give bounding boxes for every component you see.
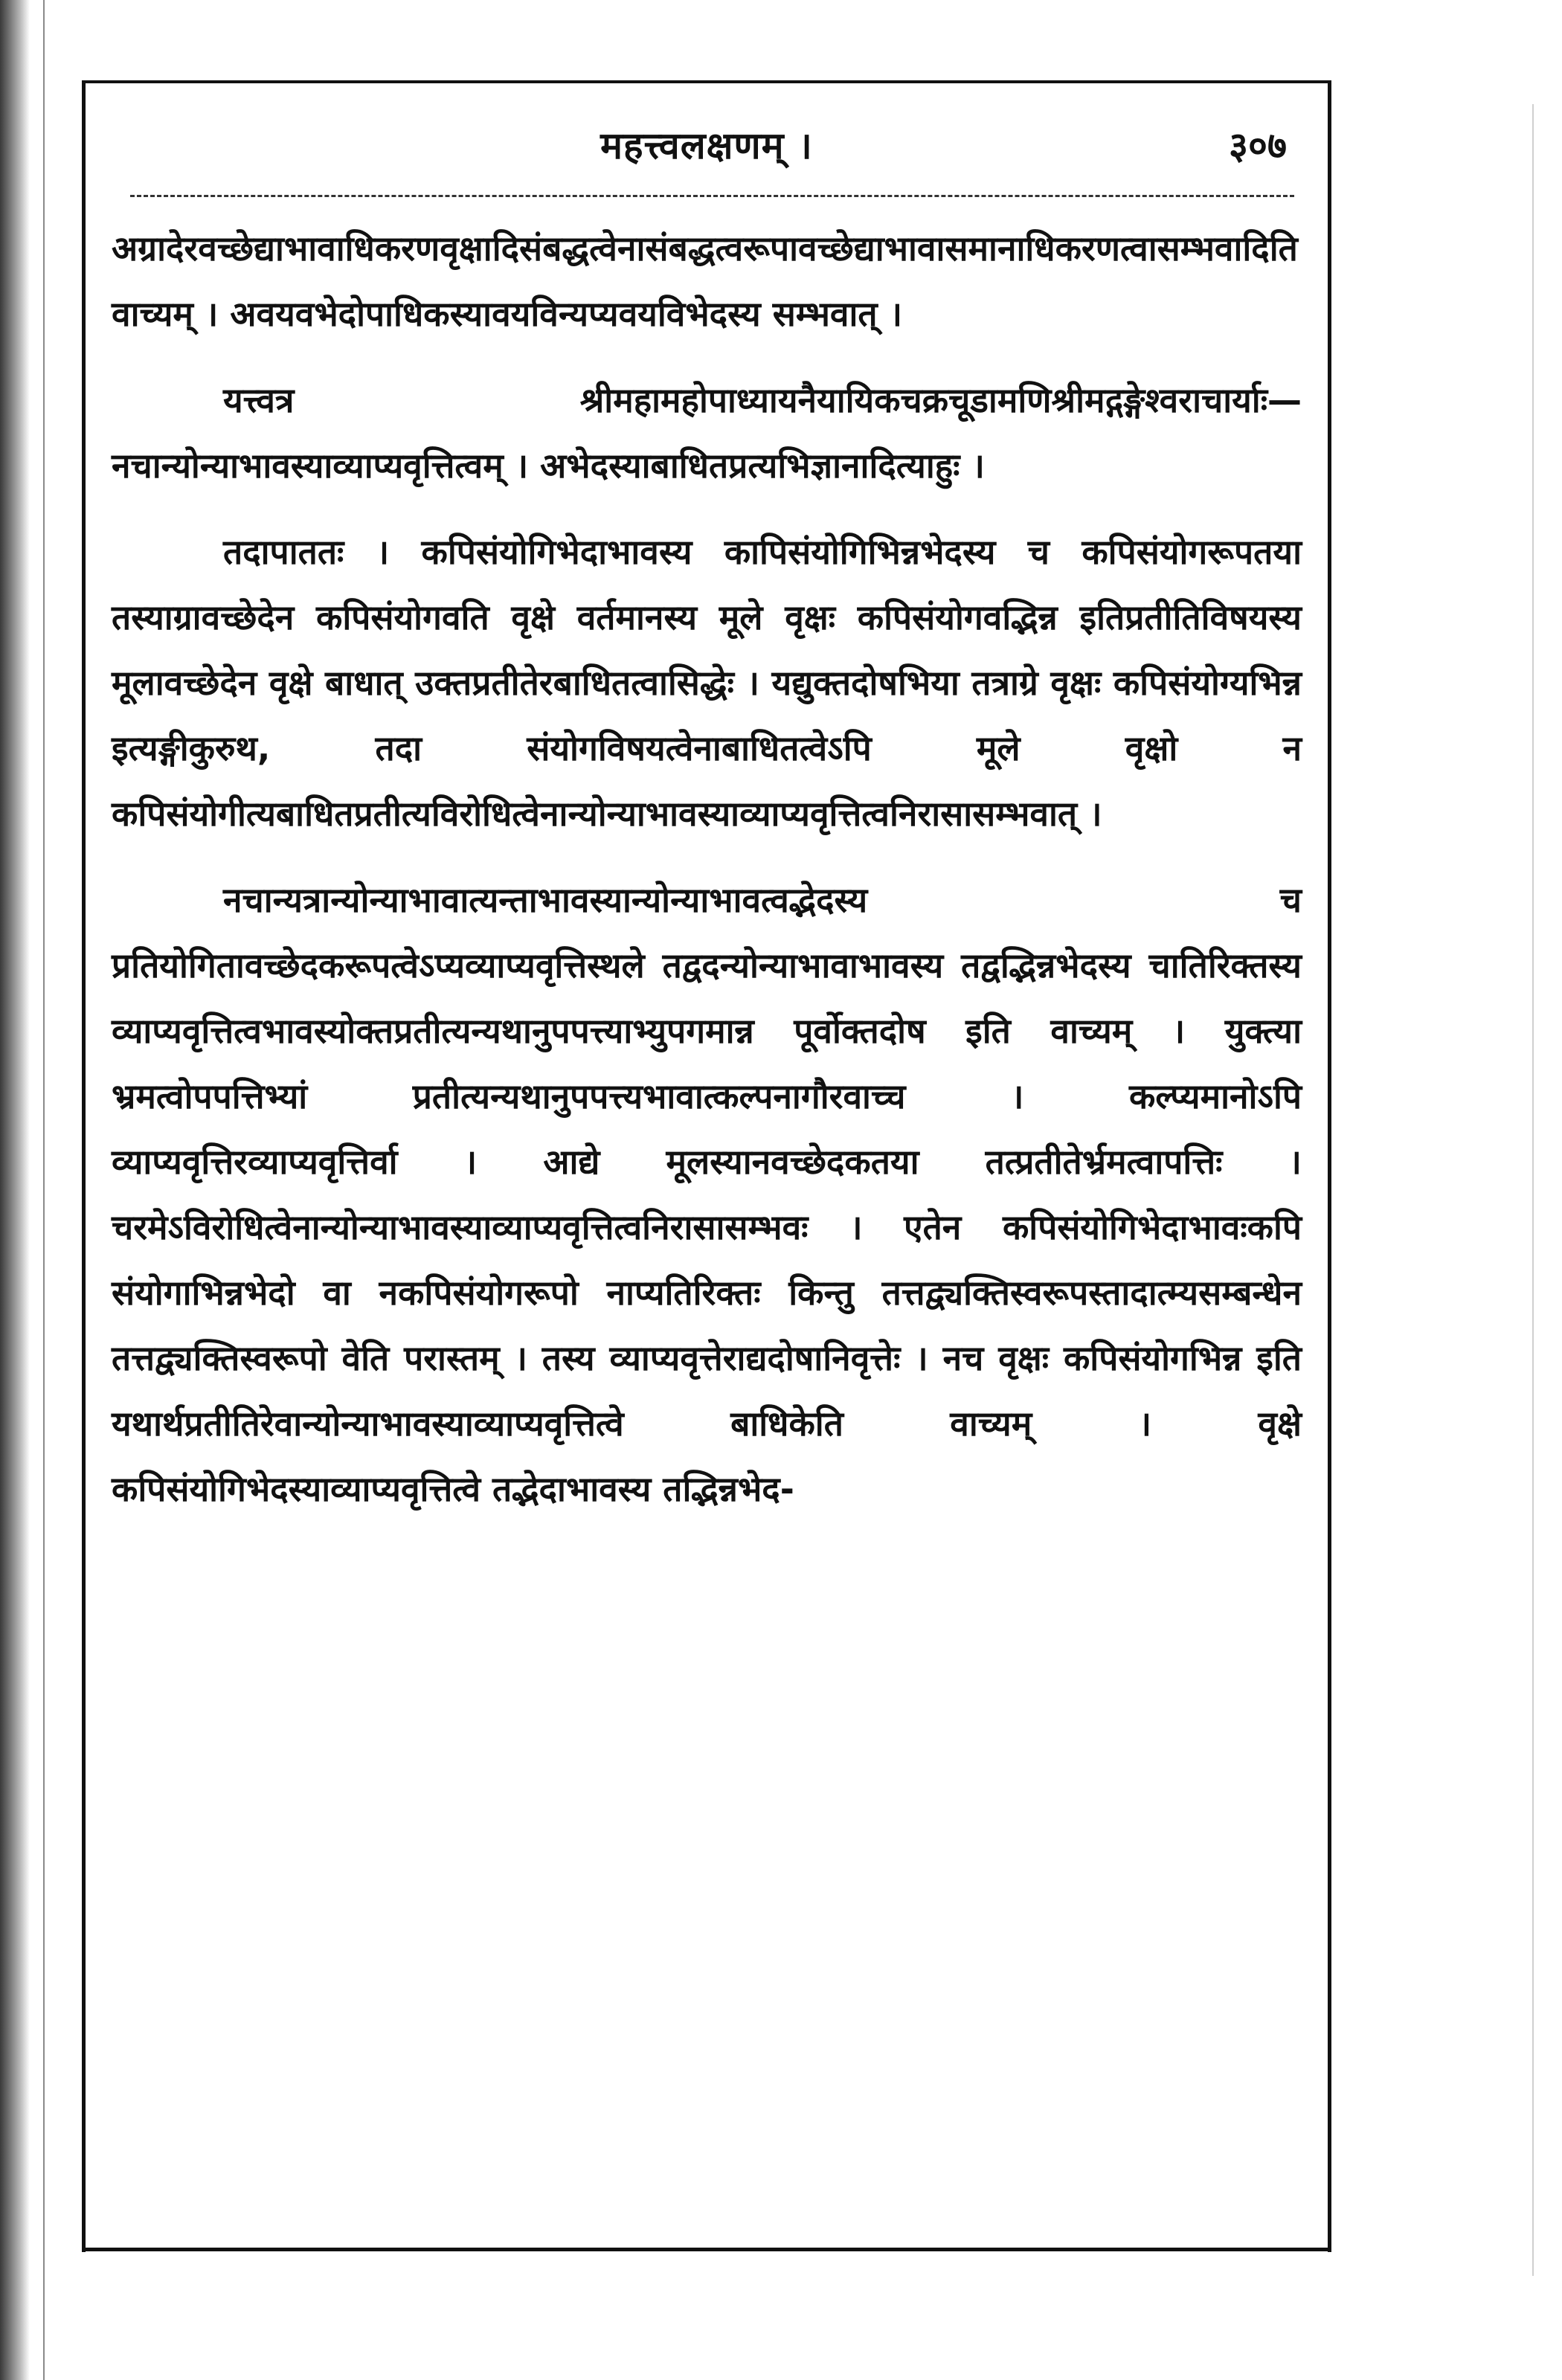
paragraph-2: यत्त्वत्र श्रीमहामहोपाध्यायनैयायिकचक्रचूडामणिश्रीमद्गङ्गेश्वराचार्याः—नचान्योन्याभावस्याव्याप्यवृत्तित्वम् । अभेदस्याबाधितप्रत्यभिज्ञानादित्याहुः । xyxy=(112,380,1302,486)
main-text xyxy=(112,216,1302,1543)
page-header xyxy=(112,112,1302,178)
gutter-line xyxy=(43,0,45,2380)
header-rule xyxy=(130,195,1294,197)
paragraph-3: तदापाततः । कपिसंयोगिभेदाभावस्य कापिसंयोगिभिन्नभेदस्य च कपिसंयोगरूपतया तस्याग्रावच्छेदेन कपिसंयोगवति वृक्षे वर्तमानस्य मूले वृक्षः कपिसंयोगवद्भिन्न इतिप्रतीतिविषयस्य मूलावच्छेदेन वृक्षे बाधात् उक्तप्रतीतेरबाधितत्वासिद्धेः । यद्युक्तदोषभिया तत्राग्रे वृक्षः कपिसंयोग्यभिन्न इत्यङ्गीकुरुथ, तदा संयोगविषयत्वेनाबाधितत्वेऽपि मूले वृक्षो न कपिसंयोगीत्यबाधितप्रतीत्यविरोधित्वेनान्योन्याभावस्याव्याप्यवृत्तित्वनिरासासम्भवात् । xyxy=(112,532,1302,834)
bottom-rule xyxy=(82,2248,1331,2251)
running-title: महत्त्वलक्षणम् । xyxy=(600,124,813,167)
paragraph-4: नचान्यत्रान्योन्याभावात्यन्ताभावस्यान्योन्याभावत्वद्भेदस्य च प्रतियोगितावच्छेदकरूपत्वेऽप्यव्याप्यवृत्तिस्थले तद्वदन्योन्याभावाभावस्य तद्वद्भिन्नभेदस्य चातिरिक्तस्य व्याप्यवृत्तित्वभावस्योक्तप्रतीत्यन्यथानुपपत्त्याभ्युपगमान्न पूर्वोक्तदोष इति वाच्यम् । युक्त्या भ्रमत्वोपपत्तिभ्यां प्रतीत्यन्यथानुपपत्त्यभावात्कल्पनागौरवाच्च । कल्प्यमानोऽपि व्याप्यवृत्तिरव्याप्यवृत्तिर्वा । आद्ये मूलस्यानवच्छेदकतया तत्प्रतीतेर्भ्रमत्वापत्तिः । चरमेऽविरोधित्वेनान्योन्याभावस्याव्याप्यवृत्तित्वनिरासासम्भवः । एतेन कपिसंयोगिभेदाभावःकपि संयोगाभिन्नभेदो वा नकपिसंयोगरूपो नाप्यतिरिक्तः किन्तु तत्तद्व्यक्तिस्वरूपस्तादात्म्यसम्बन्धेन तत्तद्व्यक्तिस्वरूपो वेति परास्तम् । तस्य व्याप्यवृत्तेराद्यदोषानिवृत्तेः । नच वृक्षः कपिसंयोगभिन्न इति यथार्थप्रतीतिरेवान्योन्याभावस्याव्याप्यवृत्तित्वे बाधिकेति वाच्यम् । वृक्षे कपिसंयोगिभेदस्याव्याप्यवृत्तित्वे तद्भेदाभावस्य तद्भिन्नभेद- xyxy=(112,880,1302,1509)
page-number: ३०७ xyxy=(1229,124,1287,167)
scanned-spine-shadow xyxy=(0,0,30,2380)
paragraph-1: अग्रादेरवच्छेद्याभावाधिकरणवृक्षादिसंबद्धत्वेनासंबद्धत्वरूपावच्छेद्याभावासमानाधिकरणत्वासम्भवादिति वाच्यम् । अवयवभेदोपाधिकस्यावयविन्यप्यवयविभेदस्य सम्भवात् । xyxy=(112,228,1298,334)
page-edge-line xyxy=(1532,104,1534,2276)
